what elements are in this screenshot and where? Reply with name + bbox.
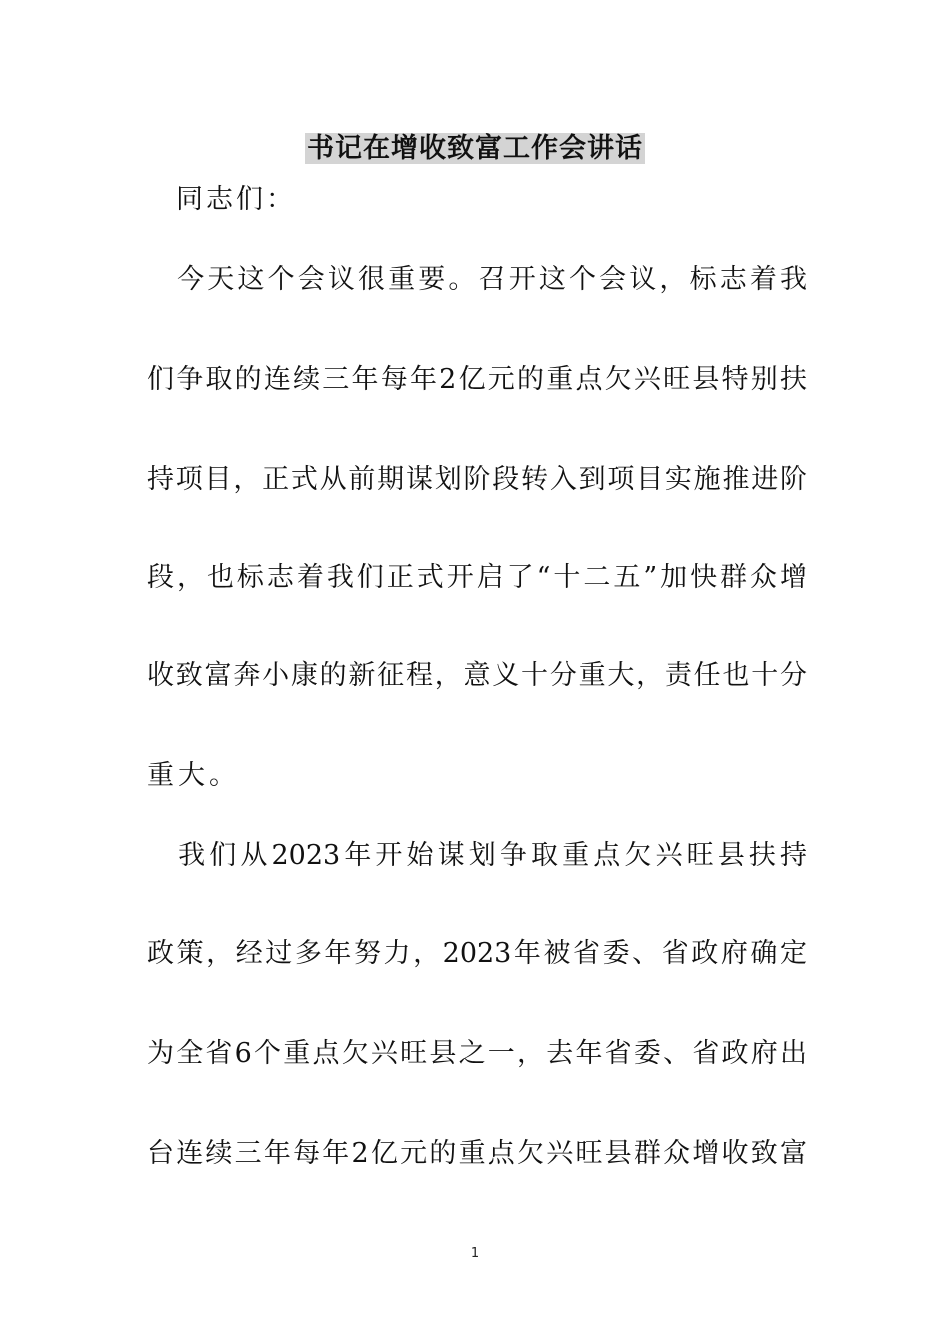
paragraph-2-line-4: 台连续三年每年2亿元的重点欠兴旺县群众增收致富 [147,1138,807,1169]
page-number: 1 [470,1246,480,1261]
paragraph-2-line-2: 政策，经过多年努力，2023年被省委、省政府确定 [147,938,807,969]
paragraph-1-line-3: 持项目，正式从前期谋划阶段转入到项目实施推进阶 [147,464,807,495]
paragraph-1-line-5: 收致富奔小康的新征程，意义十分重大，责任也十分 [147,660,807,691]
paragraph-1-line-6: 重大。 [147,760,240,791]
salutation: 同志们： [176,184,296,215]
paragraph-1-line-1: 今天这个会议很重要。召开这个会议，标志着我 [147,264,807,295]
paragraph-2-line-3: 为全省6个重点欠兴旺县之一，去年省委、省政府出 [147,1038,807,1069]
paragraph-2-line-1: 我们从2023年开始谋划争取重点欠兴旺县扶持 [147,840,807,871]
document-title [0,130,950,168]
paragraph-1-line-4: 段，也标志着我们正式开启了“十二五”加快群众增 [147,562,807,593]
document-title-text: 书记在增收致富工作会讲话 [307,133,643,164]
paragraph-1-line-2: 们争取的连续三年每年2亿元的重点欠兴旺县特别扶 [147,364,807,395]
